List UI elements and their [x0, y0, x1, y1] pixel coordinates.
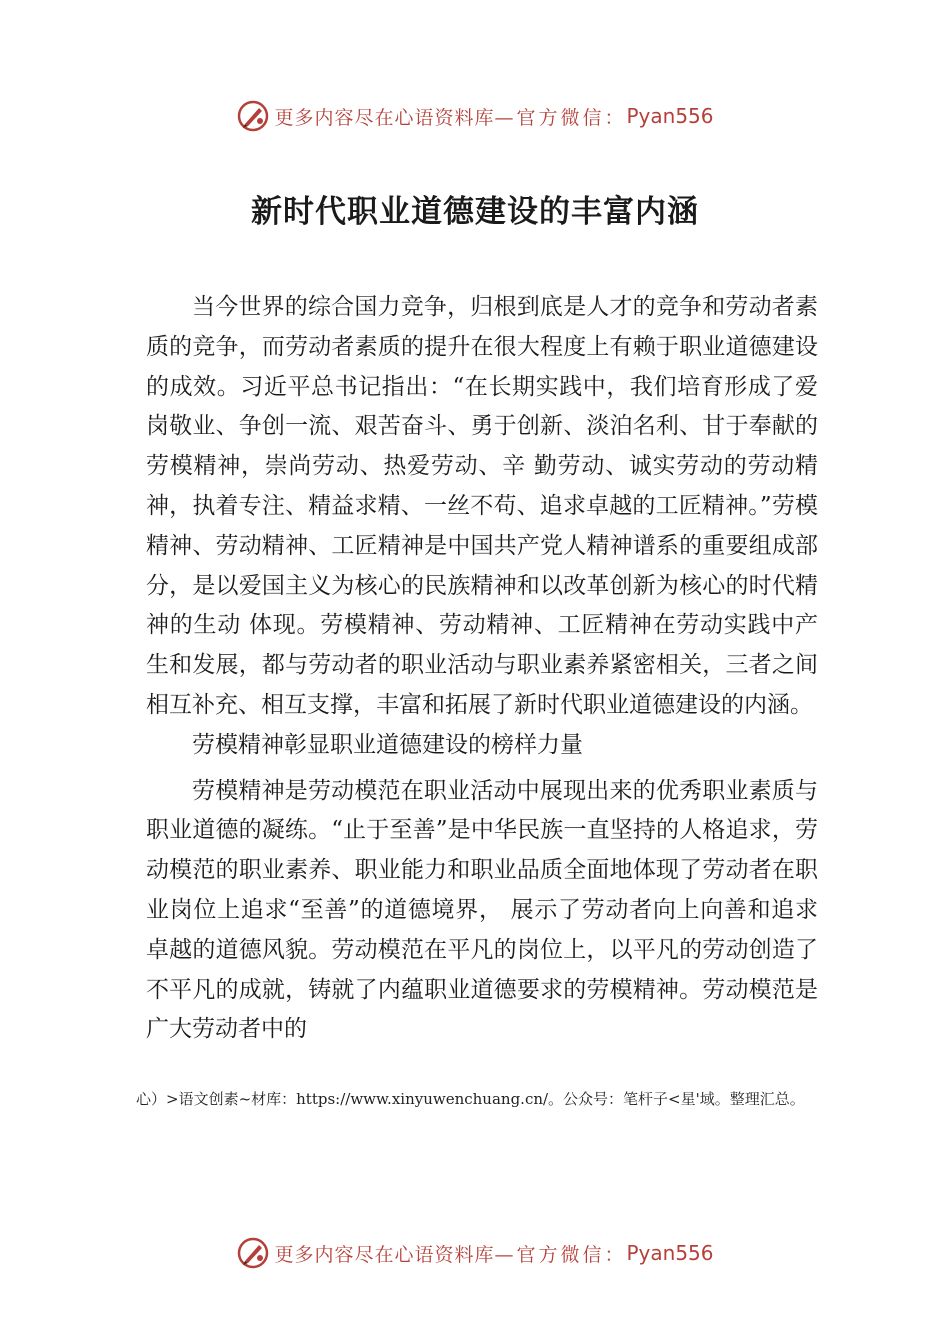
- pen-logo-icon: [236, 99, 270, 133]
- header-banner: [0, 96, 950, 136]
- document-body: [146, 288, 818, 1050]
- pen-logo-icon: [236, 1236, 270, 1270]
- banner-wechat-id: Pyan556: [626, 104, 714, 128]
- paragraph-intro: 当今世界的综合国力竞争，归根到底是人才的竞争和劳动者素质的竞争，而劳动者素质的提升在很大程度上有赖于职业道德建设的成效。习近平总书记指出：“在长期实践中，我们培育形成了爱岗敬业、争创一流、艰苦奋斗、勇于创新、淡泊名利、甘于奉献的劳模精神，崇尚劳动、热爱劳动、辛 勤劳动、诚实劳动的劳动精神，执着专注、精益求精、一丝不苟、追求卓越的工匠精神。”劳模精神、劳动精神、工匠精神是中国共产党人精神谱系的重要组成部分，是以爱国主义为核心的民族精神和以改革创新为核心的时代精神的生动 体现。劳模精神、劳动精神、工匠精神在劳动实践中产生和发展，都与劳动者的职业活动与职业素养紧密相关，三者之间相互补充、相互支撑，丰富和拓展了新时代职业道德建设的内涵。: [146, 294, 818, 718]
- section-heading: 劳模精神彰显职业道德建设的榜样力量: [192, 731, 583, 758]
- paragraph-labor-model: 劳模精神是劳动模范在职业活动中展现出来的优秀职业素质与职业道德的凝练。“止于至善”是中华民族一直坚持的人格追求，劳动模范的职业素养、职业能力和职业品质全面地体现了劳动者在职业岗位上追求“至善”的道德境界， 展示了劳动者向上向善和追求卓越的道德风貌。劳动模范在平凡的岗位上，以平凡的劳动创造了不平凡的成就，铸就了内蕴职业道德要求的劳模精神。劳动模范是广大劳动者中的: [146, 777, 818, 1043]
- banner-text: 更多内容尽在心语资料库—: [274, 1243, 515, 1266]
- banner-text: 更多内容尽在心语资料库—: [274, 106, 515, 129]
- document-title: 新时代职业道德建设的丰富内涵: [251, 194, 699, 230]
- banner-wechat-label: 官方微信：: [516, 106, 627, 129]
- banner-wechat-id: Pyan556: [626, 1241, 714, 1265]
- source-note: 心）>语文创素~材库：https://www.xinyuwenchuang.cn/。公众号：笔杆子<星'域。整理汇总。: [136, 1090, 805, 1108]
- banner-wechat-label: 官方微信：: [516, 1243, 627, 1266]
- footer-banner: [0, 1233, 950, 1273]
